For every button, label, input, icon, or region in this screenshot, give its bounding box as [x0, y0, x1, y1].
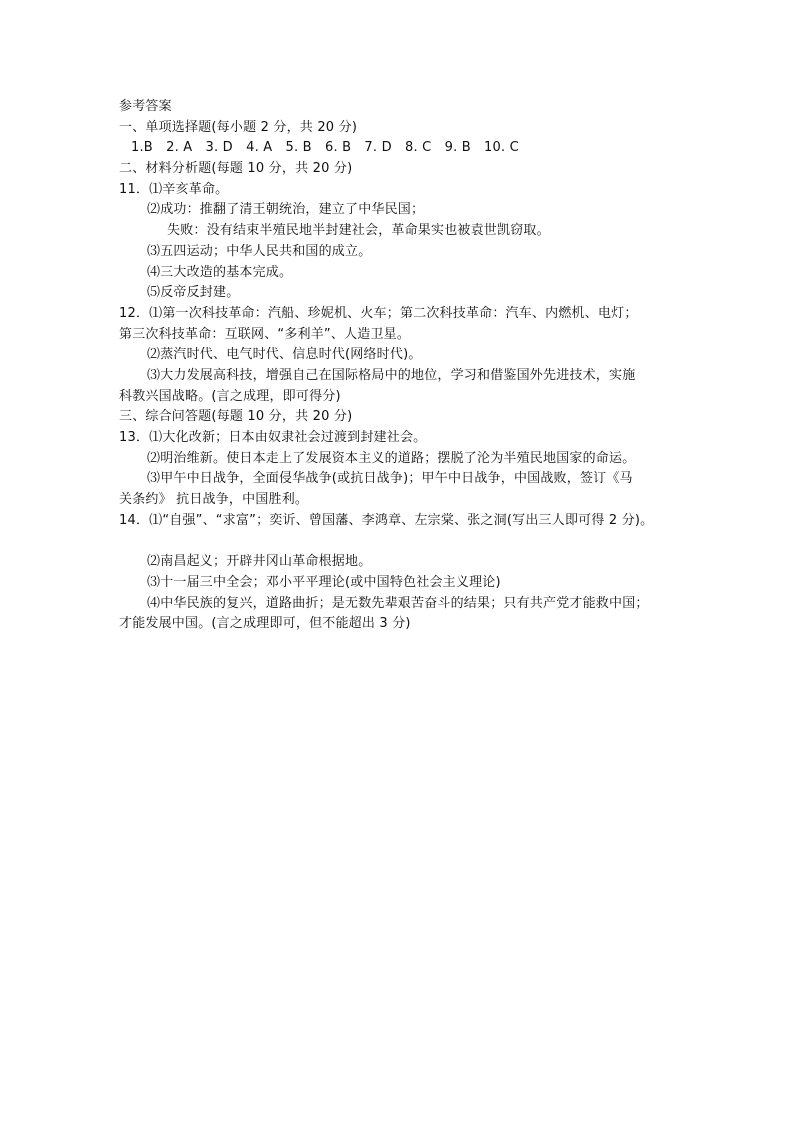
q13-part-3-line-1: ⑶甲午中日战争，全面侵华战争(或抗日战争)；甲午中日战争，中国战败，签订《马 — [147, 471, 633, 487]
q13-part-1: 13．⑴大化改新；日本由奴隶社会过渡到封建社会。 — [119, 430, 427, 445]
section-2-heading: 二、材料分析题(每题 10 分，共 20 分) — [119, 161, 353, 177]
section-1-heading: 一、单项选择题(每小题 2 分，共 20 分) — [119, 119, 358, 135]
q11-part-2-success: ⑵成功：推翻了清王朝统治，建立了中华民国； — [147, 202, 425, 218]
q14-part-2: ⑵南昌起义；开辟井冈山革命根据地。 — [147, 554, 372, 570]
document-title: 参考答案 — [119, 99, 172, 114]
q13-part-2: ⑵明治维新。使日本走上了发展资本主义的道路；摆脱了沦为半殖民地国家的命运。 — [147, 450, 636, 466]
q11-part-3: ⑶五四运动；中华人民共和国的成立。 — [147, 243, 372, 259]
q12-part-1-line-2: 第三次科技革命：互联网、“多利羊”、人造卫星。 — [119, 326, 411, 342]
q11-part-2-failure: 失败：没有结束半殖民地半封建社会，革命果实也被袁世凯窃取。 — [167, 223, 550, 239]
blank-line — [119, 531, 679, 552]
q14-part-1: 14．⑴“自强”、“求富”；奕䜣、曾国藩、李鸿章、左宗棠、张之洞(写出三人即可得 2 分)。 — [119, 512, 654, 528]
q13-part-3-line-2: 关条约》 抗日战争，中国胜利。 — [119, 492, 309, 508]
q11-part-4: ⑷三大改造的基本完成。 — [147, 264, 293, 280]
q12-part-3-line-2: 科教兴国战略。(言之成理，即可得分) — [119, 388, 341, 404]
section-3-heading: 三、综合问答题(每题 10 分，共 20 分) — [119, 409, 353, 425]
answer-key-content — [119, 97, 679, 635]
q12-part-3-line-1: ⑶大力发展高科技，增强自己在国际格局中的地位，学习和借鉴国外先进技术，实施 — [147, 367, 636, 383]
q12-part-1-line-1: 12．⑴第一次科技革命：汽船、珍妮机、火车；第二次科技革命：汽车、内燃机、电灯； — [119, 305, 638, 321]
q12-part-2: ⑵蒸汽时代、电气时代、信息时代(网络时代)。 — [147, 347, 422, 363]
q14-part-4-line-1: ⑷中华民族的复兴，道路曲折；是无数先辈艰苦奋斗的结果；只有共产党才能救中国； — [147, 595, 649, 611]
section-1-answers: 1.B 2. A 3. D 4. A 5. B 6. B 7. D 8. C 9. B 10. C — [131, 140, 519, 156]
q14-part-4-line-2: 才能发展中国。(言之成理即可，但不能超出 3 分) — [119, 616, 411, 632]
q14-part-3: ⑶十一届三中全会；邓小平平理论(或中国特色社会主义理论) — [147, 574, 501, 590]
q11-part-1: 11．⑴辛亥革命。 — [119, 181, 229, 197]
q11-part-5: ⑸反帝反封建。 — [147, 285, 240, 301]
